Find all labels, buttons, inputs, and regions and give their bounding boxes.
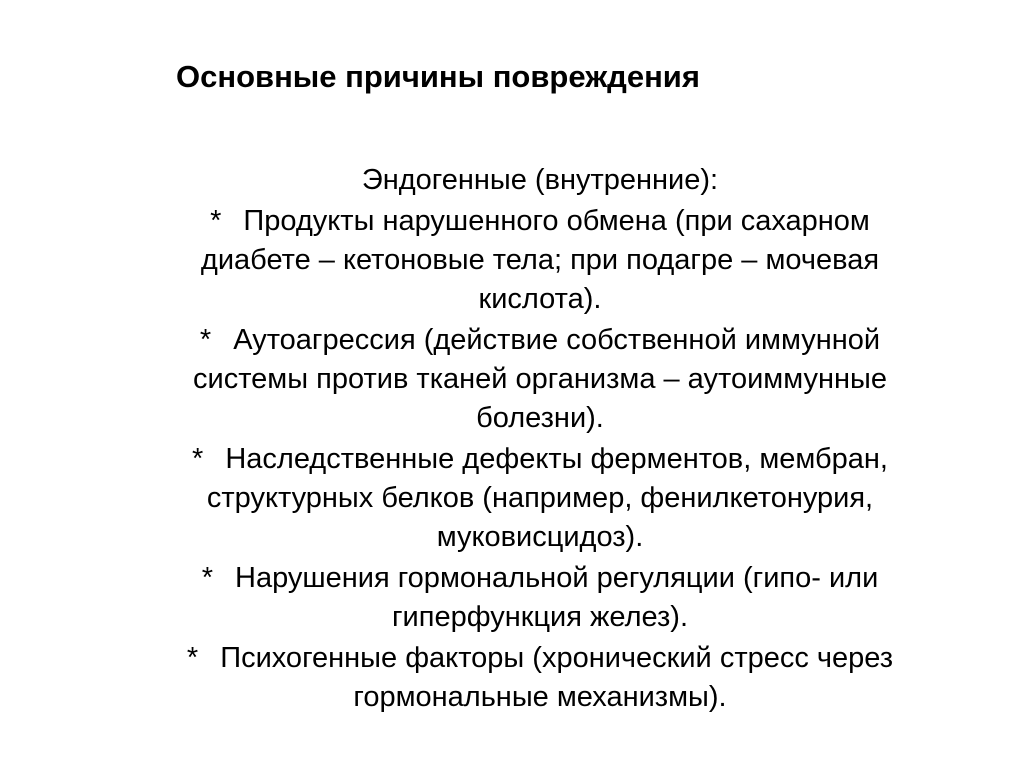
bullet-asterisk: * [186, 642, 199, 674]
bullet-item-3 [100, 440, 980, 557]
bullet-line: Наследственные дефекты ферментов, мембран, [225, 443, 888, 475]
bullet-line: муковисцидоз). [436, 521, 644, 553]
bullet-line: гормональные механизмы). [353, 681, 727, 713]
bullet-line: Нарушения гормональной регуляции (гипо- или [235, 562, 879, 594]
subheading-text: Эндогенные (внутренние): [361, 164, 719, 196]
bullet-asterisk: * [201, 562, 213, 594]
bullet-item-4 [100, 559, 980, 637]
bullet-item-1 [100, 202, 980, 319]
bullet-line: Психогенные факторы (хронический стресс через [220, 642, 894, 674]
bullet-line: системы против тканей организма – аутоиммунные [193, 363, 887, 395]
bullet-line: структурных белков (например, фенилкетонурия, [206, 482, 874, 514]
bullet-line: гиперфункция желез). [391, 601, 689, 633]
bullet-line: диабете – кетоновые тела; при подагре – мочевая [200, 244, 880, 276]
bullet-item-5 [100, 639, 980, 717]
bullet-line: Аутоагрессия (действие собственной иммунной [233, 324, 881, 356]
bullet-line: Продукты нарушенного обмена (при сахарном [243, 205, 870, 237]
slide-content [100, 161, 980, 717]
bullet-asterisk: * [192, 443, 204, 475]
bullet-item-2 [100, 321, 980, 438]
bullet-line: кислота). [478, 283, 602, 315]
subheading [100, 161, 980, 200]
bullet-line: болезни). [476, 402, 604, 434]
bullet-asterisk: * [199, 324, 212, 356]
slide-title: Основные причины повреждения [176, 59, 700, 94]
bullet-asterisk: * [210, 205, 222, 237]
